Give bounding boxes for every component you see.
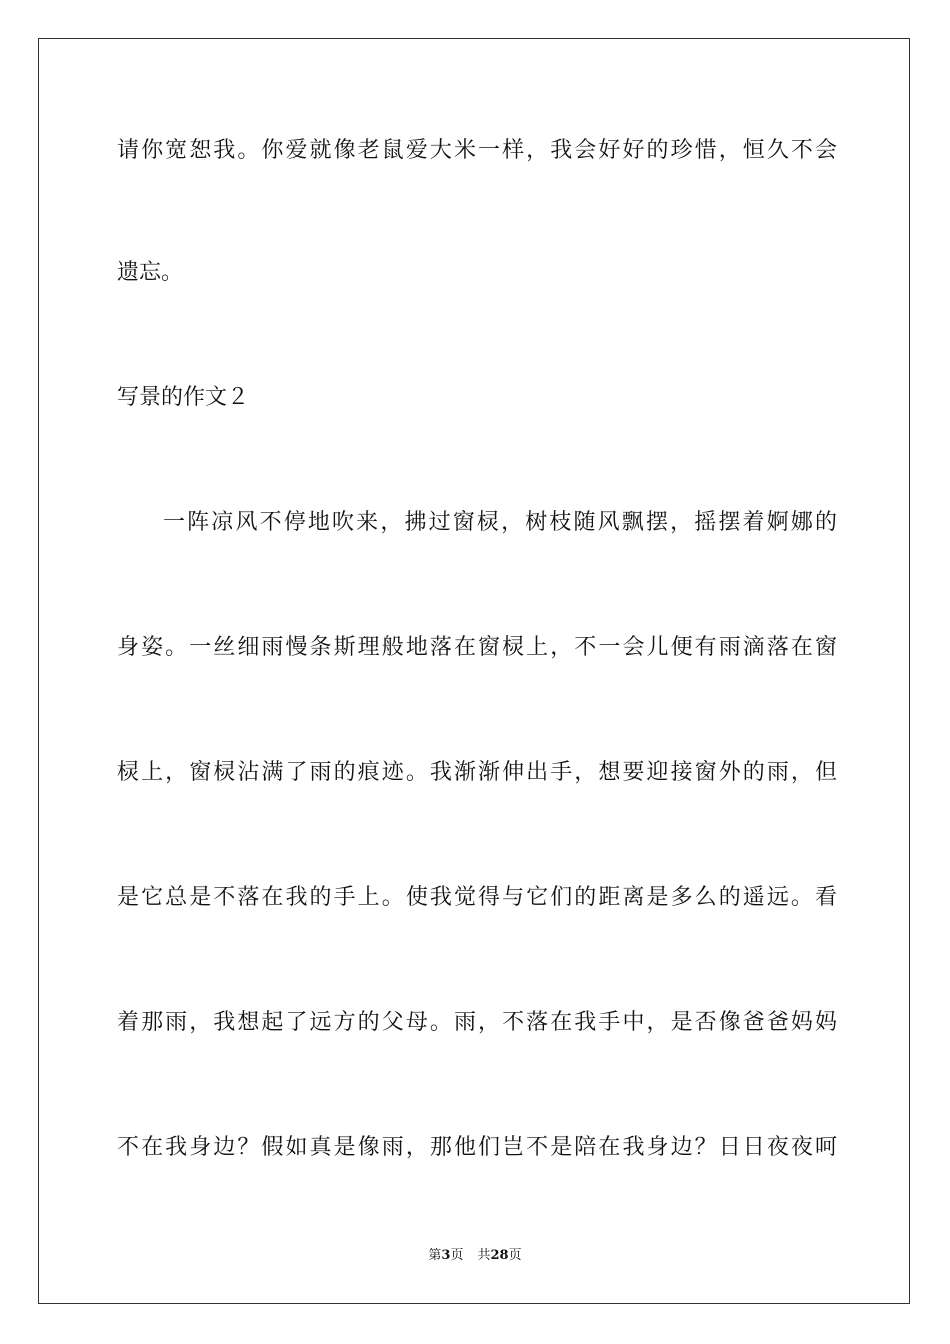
page-suffix: 页: [450, 1248, 464, 1263]
total-prefix: 共: [477, 1248, 491, 1263]
page-prefix: 第: [428, 1248, 442, 1263]
paragraph-line: 身姿。一丝细雨慢条斯理般地落在窗棂上，不一会儿便有雨滴落在窗: [117, 635, 837, 660]
paragraph-line: 一阵凉风不停地吹来，拂过窗棂，树枝随风飘摆，摇摆着婀娜的: [163, 510, 837, 535]
page-footer: [0, 1247, 950, 1265]
total-suffix: 页: [508, 1248, 522, 1263]
paragraph-line: 请你宽恕我。你爱就像老鼠爱大米一样，我会好好的珍惜，恒久不会: [117, 138, 837, 163]
paragraph-line: 是它总是不落在我的手上。使我觉得与它们的距离是多么的遥远。看: [117, 885, 837, 910]
paragraph-line: 遗忘。: [117, 260, 184, 285]
paragraph-line: 不在我身边？假如真是像雨，那他们岂不是陪在我身边？日日夜夜呵: [117, 1135, 837, 1160]
paragraph-line: 着那雨，我想起了远方的父母。雨，不落在我手中，是否像爸爸妈妈: [117, 1010, 837, 1035]
paragraph-line: 棂上，窗棂沾满了雨的痕迹。我渐渐伸出手，想要迎接窗外的雨，但: [117, 760, 837, 785]
page-border: [38, 38, 910, 1304]
page-number: 3: [441, 1248, 451, 1263]
section-heading: 写景的作文２: [117, 385, 250, 410]
total-pages: 28: [490, 1248, 509, 1263]
